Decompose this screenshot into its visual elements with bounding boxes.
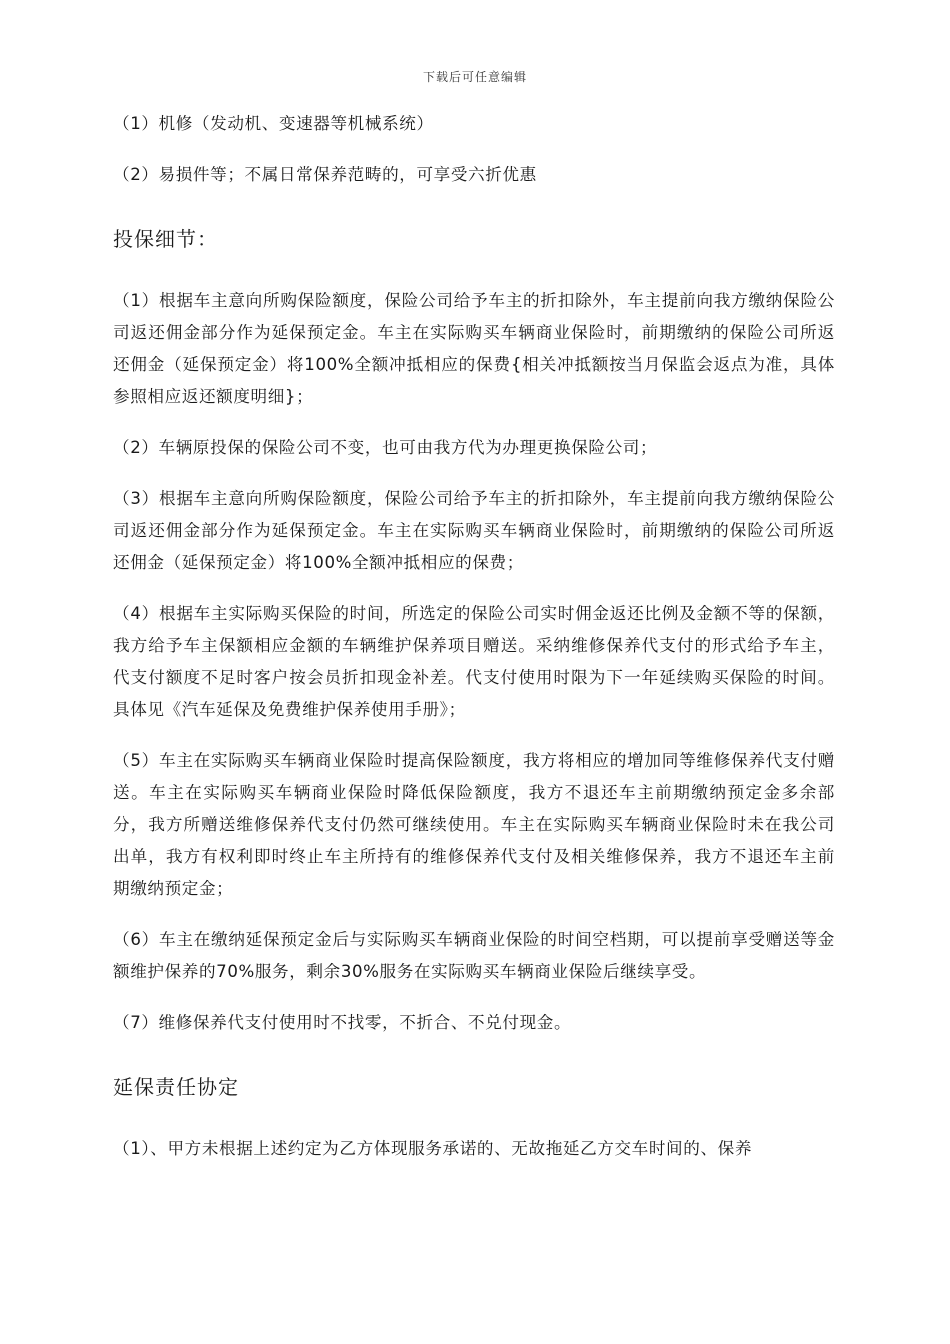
document-body (113, 108, 835, 1165)
header-note: 下载后可任意编辑 (422, 70, 527, 84)
insurance-item-5: （5）车主在实际购买车辆商业保险时提高保险额度，我方将相应的增加同等维修保养代支付赠送。车主在实际购买车辆商业保险时降低保险额度，我方不退还车主前期缴纳预定金多余部分，我方所赠送维修保养代支付仍然可继续使用。车主在实际购买车辆商业保险时未在我公司出单，我方有权利即时终止车主所持有的维修保养代支付及相关维修保养，我方不退还车主前期缴纳预定金； (113, 751, 835, 898)
insurance-item-4: （4）根据车主实际购买保险的时间，所选定的保险公司实时佣金返还比例及金额不等的保额，我方给予车主保额相应金额的车辆维护保养项目赠送。采纳维修保养代支付的形式给予车主，代支付额度不足时客户按会员折扣现金补差。代支付使用时限为下一年延续购买保险的时间。具体见《汽车延保及免费维护保养使用手册》； (113, 604, 835, 719)
warranty-item-1: （1）、甲方未根据上述约定为乙方体现服务承诺的、无故拖延乙方交车时间的、保养 (113, 1139, 753, 1158)
top-item-2: （2）易损件等；不属日常保养范畴的，可享受六折优惠 (113, 165, 537, 184)
insurance-item-6: （6）车主在缴纳延保预定金后与实际购买车辆商业保险的时间空档期，可以提前享受赠送等金额维护保养的70%服务，剩余30%服务在实际购买车辆商业保险后继续享受。 (113, 930, 835, 981)
section-title-insurance-details: 投保细节： (113, 227, 218, 251)
insurance-item-7: （7）维修保养代支付使用时不找零，不折合、不兑付现金。 (113, 1013, 572, 1032)
section-title-warranty-agreement: 延保责任协定 (113, 1075, 239, 1099)
insurance-item-1: （1）根据车主意向所购保险额度，保险公司给予车主的折扣除外，车主提前向我方缴纳保险公司返还佣金部分作为延保预定金。车主在实际购买车辆商业保险时，前期缴纳的保险公司所返还佣金（延保预定金）将100%全额冲抵相应的保费{相关冲抵额按当月保监会返点为准，具体参照相应返还额度明细}； (113, 291, 835, 406)
top-item-1: （1）机修（发动机、变速器等机械系统） (113, 114, 434, 133)
insurance-item-2: （2）车辆原投保的保险公司不变，也可由我方代为办理更换保险公司； (113, 438, 658, 457)
insurance-item-3: （3）根据车主意向所购保险额度，保险公司给予车主的折扣除外，车主提前向我方缴纳保险公司返还佣金部分作为延保预定金。车主在实际购买车辆商业保险时，前期缴纳的保险公司所返还佣金（延保预定金）将100%全额冲抵相应的保费； (113, 489, 835, 572)
